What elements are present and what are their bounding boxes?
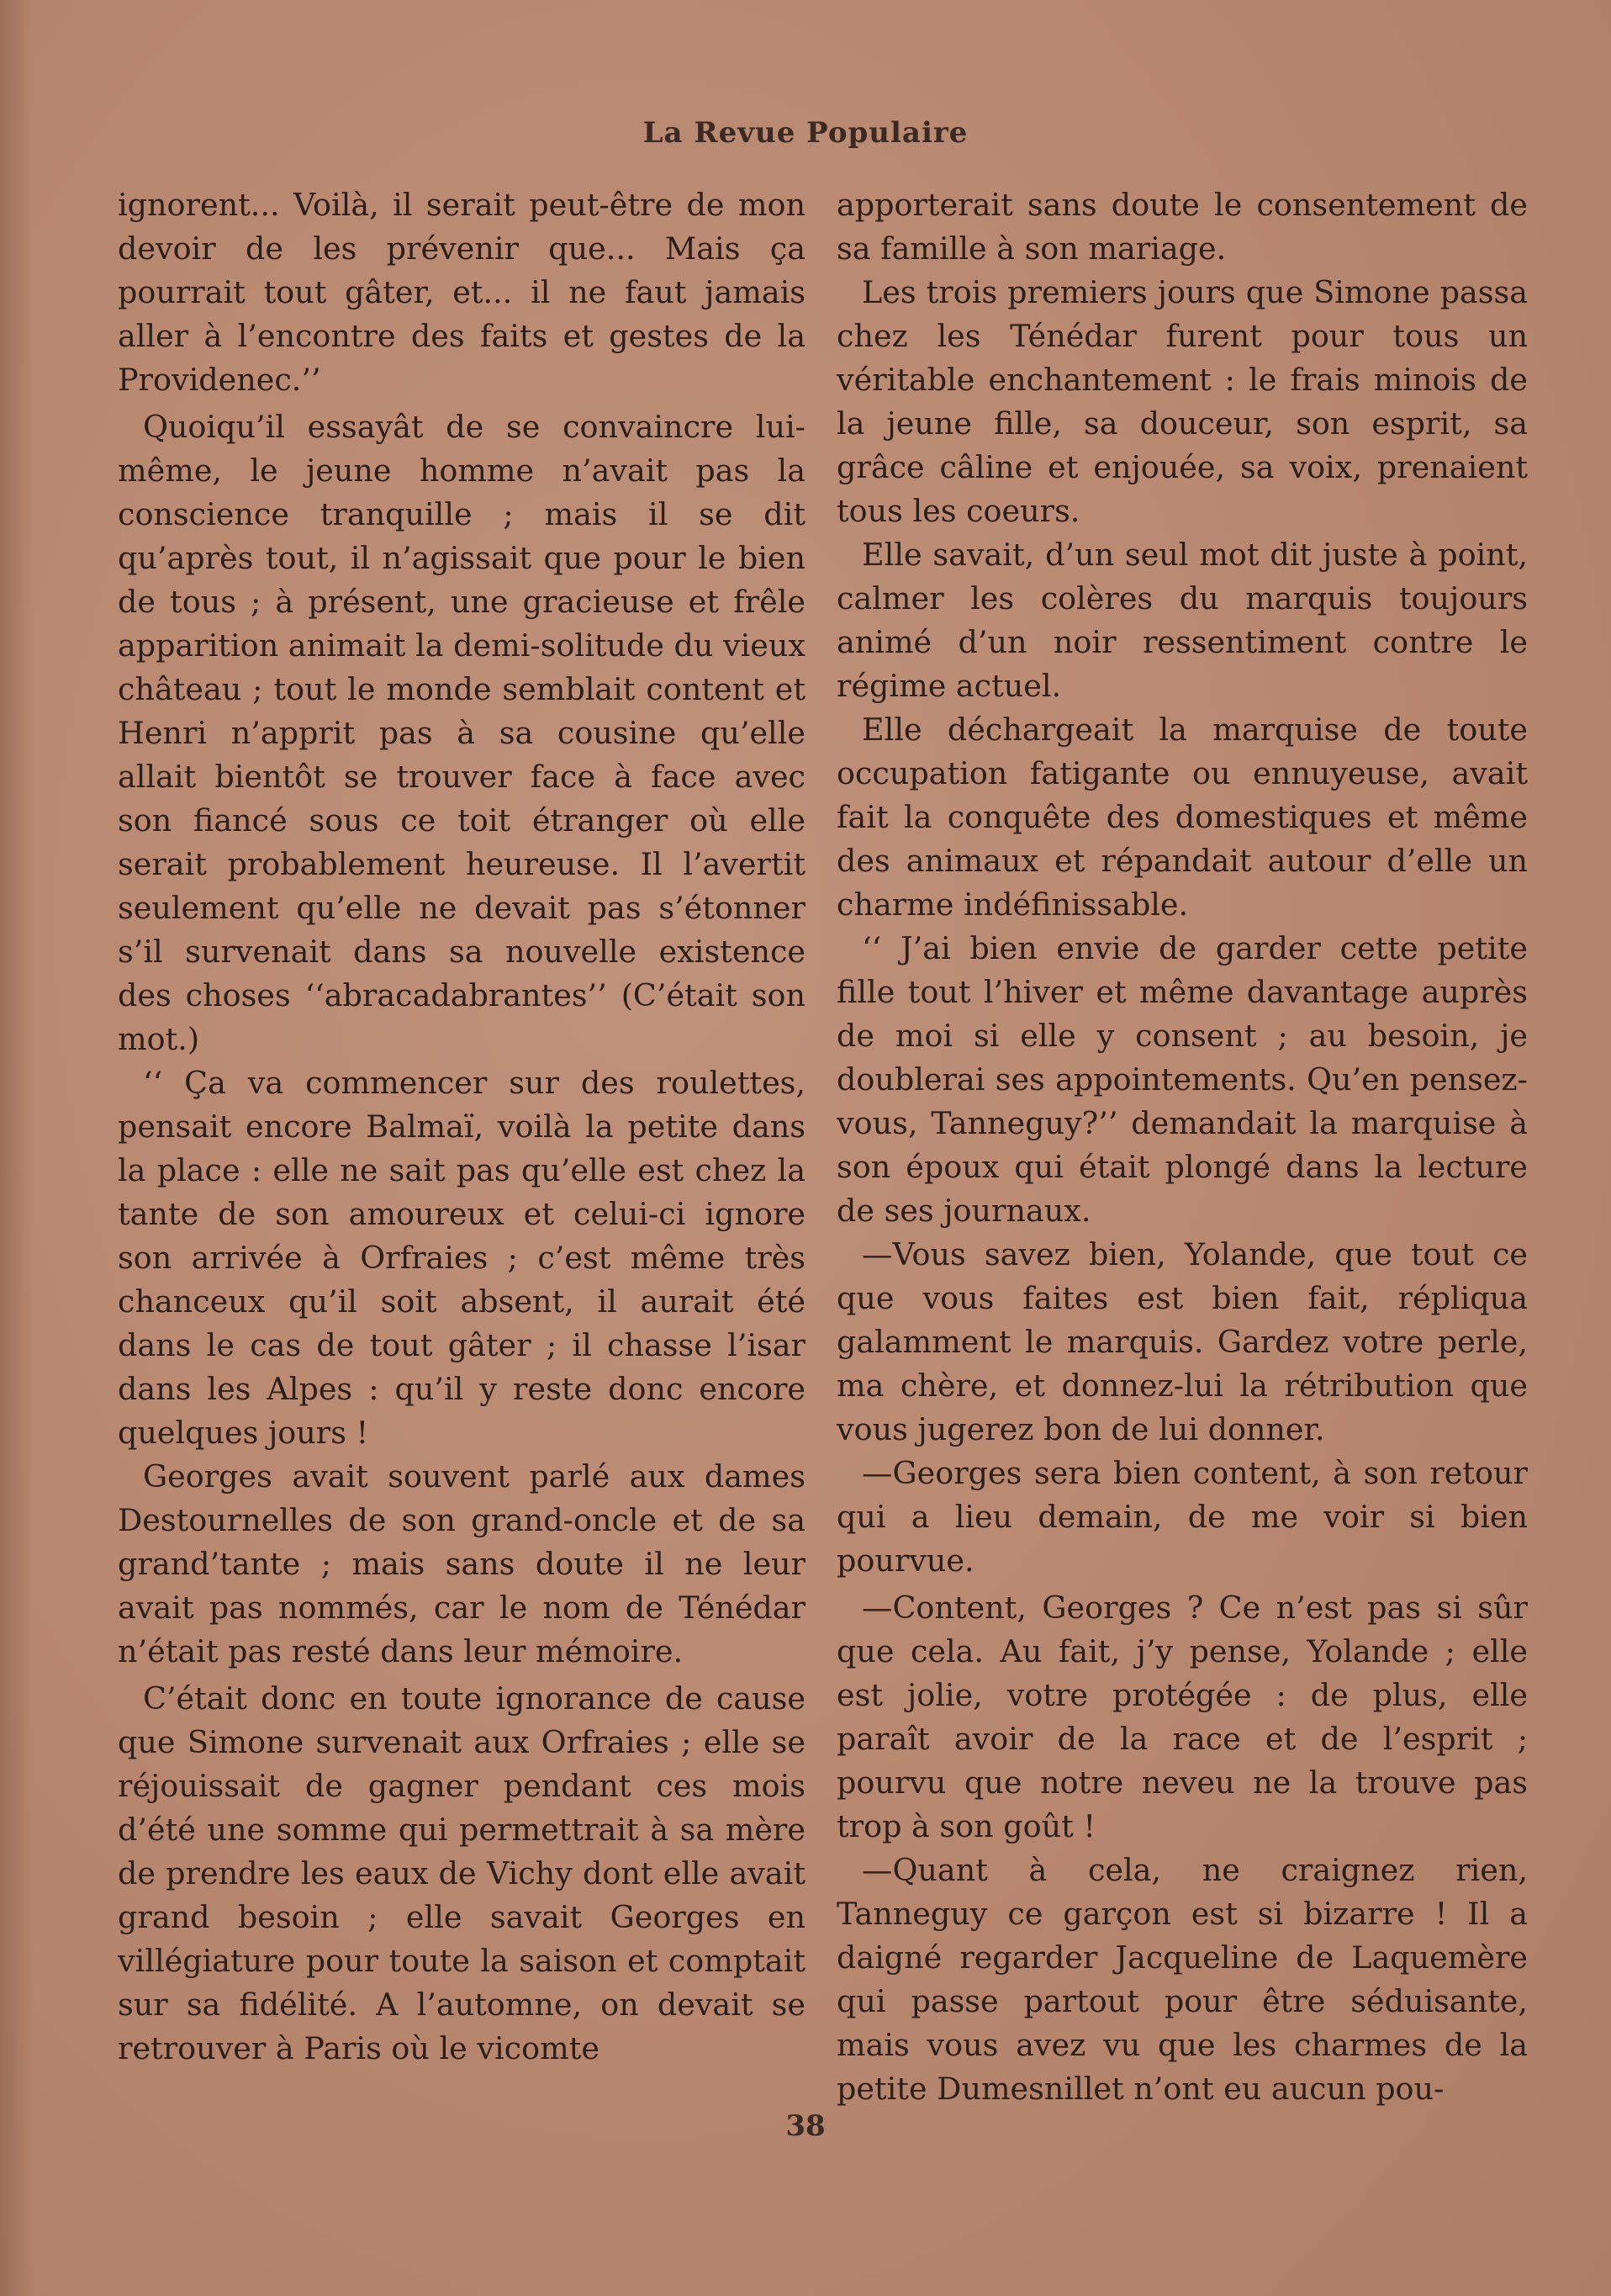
paragraph: Elle savait, d’un seul mot dit juste à point, calmer les colères du marquis toujours animé d’un noir ressentiment contre le régime actuel. — [837, 537, 1528, 704]
paragraph: Quoiqu’il essayât de se convaincre lui-même, le jeune homme n’avait pas la conscience tranquille ; mais il se dit qu’après tout, il n’agissait que pour le bien de tous ; à présent, une gracieuse et frêle apparition animait la demi-solitude du vieux château ; tout le monde semblait content et Henri n’apprit pas à sa cousine qu’elle allait bientôt se trouver face à face avec son fiancé sous ce toit étranger où elle serait probablement heureuse. Il l’avertit seulement qu’elle ne devait pas s’étonner s’il survenait dans sa nouvelle existence des choses ‘‘abracadabrantes’’ (C’était son mot.) — [118, 409, 806, 1057]
paragraph: Elle déchargeait la marquise de toute occupation fatigante ou ennuyeuse, avait fait la conquête des domestiques et même des animaux et répandait autour d’elle un charme indéfinissable. — [837, 712, 1528, 923]
paragraph: ‘‘ J’ai bien envie de garder cette petite fille tout l’hiver et même davantage auprès de moi si elle y consent ; au besoin, je doublerai ses appointements. Qu’en pensez-vous, Tanneguy?’’ demandait la marquise à son époux qui était plongé dans la lecture de ses journaux. — [837, 930, 1528, 1229]
paragraph: apporterait sans doute le consentement de sa famille à son mariage. — [837, 187, 1528, 267]
page-number: 38 — [785, 2109, 826, 2143]
right-column — [837, 183, 1528, 2111]
running-head: La Revue Populaire — [642, 116, 969, 150]
paragraph: Georges avait souvent parlé aux dames Destournelles de son grand-oncle et de sa grand’tante ; mais sans doute il ne leur avait pas nommés, car le nom de Ténédar n’était pas resté dans leur mémoire. — [118, 1458, 806, 1669]
paragraph: ‘‘ Ça va commencer sur des roulettes, pensait encore Balmaï, voilà la petite dans la place : elle ne sait pas qu’elle est chez la tante de son amoureux et celui-ci ignore son arrivée à Orfraies ; c’est même très chanceux qu’il soit absent, il aurait été dans le cas de tout gâter ; il chasse l’isar dans les Alpes : qu’il y reste donc encore quelques jours ! — [118, 1065, 806, 1451]
paragraph: —Quant à cela, ne craignez rien, Tanneguy ce garçon est si bizarre ! Il a daigné regarder Jacqueline de Laquemère qui passe partout pour être séduisante, mais vous avez vu que les charmes de la petite Dumesnillet n’ont eu aucun pou- — [837, 1852, 1528, 2107]
page-edge-shadow — [0, 0, 34, 2296]
paragraph: —Content, Georges ? Ce n’est pas si sûr que cela. Au fait, j’y pense, Yolande ; elle est jolie, votre protégée : de plus, elle paraît avoir de la race et de l’esprit ; pourvu que notre neveu ne la trouve pas trop à son goût ! — [837, 1590, 1528, 1844]
paragraph: —Vous savez bien, Yolande, que tout ce que vous faites est bien fait, répliqua galamment le marquis. Gardez votre perle, ma chère, et donnez-lui la rétribution que vous jugerez bon de lui donner. — [837, 1236, 1528, 1447]
paragraph: C’était donc en toute ignorance de cause que Simone survenait aux Orfraies ; elle se réjouissait de gagner pendant ces mois d’été une somme qui permettrait à sa mère de prendre les eaux de Vichy dont elle avait grand besoin ; elle savait Georges en villégiature pour toute la saison et comptait sur sa fidélité. A l’automne, on devait se retrouver à Paris où le vicomte — [118, 1680, 806, 2066]
left-column — [118, 183, 806, 2071]
paragraph: —Georges sera bien content, à son retour qui a lieu demain, de me voir si bien pourvue. — [837, 1455, 1528, 1579]
paragraph: Les trois premiers jours que Simone passa chez les Ténédar furent pour tous un véritable enchantement : le frais minois de la jeune fille, sa douceur, son esprit, sa grâce câline et enjouée, sa voix, prenaient tous les coeurs. — [837, 274, 1528, 529]
paragraph: ignorent... Voilà, il serait peut-être de mon devoir de les prévenir que... Mais ça pourrait tout gâter, et... il ne faut jamais aller à l’encontre des faits et gestes de la Providenec.’’ — [118, 187, 806, 398]
